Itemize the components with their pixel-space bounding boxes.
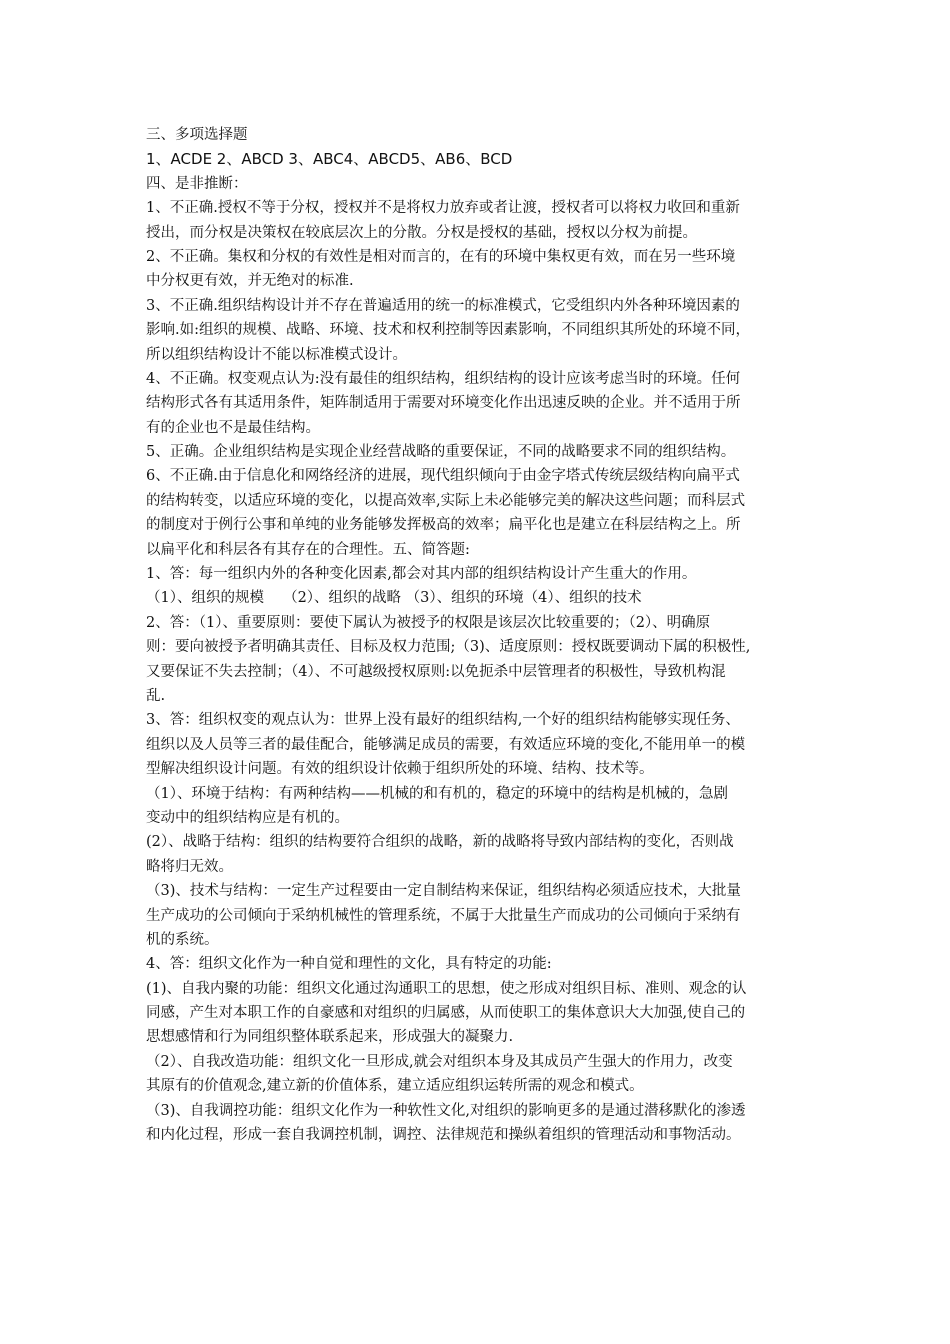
- text-line: （3)、技术与结构：一定生产过程要由一定自制结构来保证，组织结构必须适应技术，大批量: [146, 883, 741, 900]
- text-line: 6、不正确.由于信息化和网络经济的进展，现代组织倾向于由金字塔式传统层级结构向扁平式: [146, 468, 740, 485]
- text-line: 变动中的组织结构应是有机的。: [146, 809, 349, 826]
- text-line: 略将归无效。: [146, 858, 233, 875]
- text-line: （1）、环境于结构：有两种结构——机械的和有机的，稳定的环境中的结构是机械的，急剧: [146, 785, 728, 802]
- multiple-choice-answers: 1、ACDE 2、ABCD 3、ABC4、ABCD5、AB6、BCD: [146, 150, 513, 169]
- text-line: 又要保证不失去控制；（4）、不可越级授权原则:以免扼杀中层管理者的积极性，导致机构混: [146, 663, 726, 680]
- text-line: 3、答：组织权变的观点认为：世界上没有最好的组织结构,一个好的组织结构能够实现任务、: [146, 712, 740, 729]
- text-line: 组织以及人员等三者的最佳配合，能够满足成员的需要，有效适应环境的变化,不能用单一的模: [146, 736, 746, 753]
- text-line: 结构形式各有其适用条件，矩阵制适用于需要对环境变化作出迅速反映的企业。并不适用于所: [146, 395, 741, 412]
- text-line: （2）、自我改造功能：组织文化一旦形成,就会对组织本身及其成员产生强大的作用力，改变: [146, 1053, 733, 1070]
- text-line: 的结构转变，以适应环境的变化，以提高效率,实际上未必能够完美的解决这些问题；而科层式: [146, 492, 746, 509]
- section-heading-true-false: 四、是非推断：: [146, 175, 248, 192]
- text-line: 型解决组织设计问题。有效的组织设计依赖于组织所处的环境、结构、技术等。: [146, 761, 654, 778]
- text-line: 4、不正确。权变观点认为:没有最佳的组织结构，组织结构的设计应该考虑当时的环境。任何: [146, 370, 741, 387]
- text-line: 1、答：每一组织内外的各种变化因素,都会对其内部的组织结构设计产生重大的作用。: [146, 566, 697, 583]
- text-line: 和内化过程，形成一套自我调控机制，调控、法律规范和操纵着组织的管理活动和事物活动。: [146, 1127, 741, 1144]
- text-line: 同感，产生对本职工作的自豪感和对组织的归属感，从而使职工的集体意识大大加强,使自己的: [146, 1005, 746, 1022]
- document-body: [146, 123, 816, 1147]
- text-line: 2、答：（1）、重要原则：要使下属认为被授予的权限是该层次比较重要的；（2）、明确原: [146, 614, 711, 631]
- text-line: 生产成功的公司倾向于采纳机械性的管理系统，不属于大批量生产而成功的公司倾向于采纳有: [146, 907, 741, 924]
- text-line: 乱.: [146, 687, 166, 704]
- text-line: 所以组织结构设计不能以标准模式设计。: [146, 346, 407, 363]
- text-line: 有的企业也不是最佳结构。: [146, 419, 320, 436]
- text-line: （1）、组织的规模 （2）、组织的战略 （3）、组织的环境（4）、组织的技术: [146, 590, 642, 607]
- text-line: 中分权更有效，并无绝对的标准.: [146, 273, 354, 290]
- text-line: 4、答：组织文化作为一种自觉和理性的文化，具有特定的功能:: [146, 956, 552, 973]
- text-line: 以扁平化和科层各有其存在的合理性。五、简答题:: [146, 541, 470, 558]
- text-line: 思想感情和行为同组织整体联系起来，形成强大的凝聚力.: [146, 1029, 514, 1046]
- text-line: 影响.如:组织的规模、战略、环境、技术和权利控制等因素影响，不同组织其所处的环境不同，: [146, 322, 750, 339]
- text-line: （3)、自我调控功能：组织文化作为一种软性文化,对组织的影响更多的是通过潜移默化的渗透: [146, 1102, 746, 1119]
- text-line: 其原有的价值观念,建立新的价值体系，建立适应组织运转所需的观念和模式。: [146, 1078, 644, 1095]
- text-line: 机的系统。: [146, 931, 219, 948]
- text-line: 则：要向被授予者明确其责任、目标及权力范围;（3)、适度原则：授权既要调动下属的积极性,: [146, 639, 751, 656]
- text-line: 授出，而分权是决策权在较底层次上的分散。分权是授权的基础，授权以分权为前提。: [146, 224, 697, 241]
- text-line: 的制度对于例行公事和单纯的业务能够发挥极高的效率；扁平化也是建立在科层结构之上。所: [146, 517, 741, 534]
- text-line: 5、正确。企业组织结构是实现企业经营战略的重要保证，不同的战略要求不同的组织结构。: [146, 444, 736, 461]
- section-heading-multiple-choice: 三、多项选择题: [146, 127, 248, 143]
- text-line: 2、不正确。集权和分权的有效性是相对而言的，在有的环境中集权更有效，而在另一些环境: [146, 248, 736, 265]
- text-line: (2）、战略于结构：组织的结构要符合组织的战略，新的战略将导致内部结构的变化，否则战: [146, 834, 734, 851]
- text-line: (1)、自我内聚的功能：组织文化通过沟通职工的思想，使之形成对组织目标、准则、观念的认: [146, 980, 747, 997]
- text-line: 1、不正确.授权不等于分权，授权并不是将权力放弃或者让渡，授权者可以将权力收回和重新: [146, 200, 740, 217]
- text-line: 3、不正确.组织结构设计并不存在普遍适用的统一的标准模式，它受组织内外各种环境因素的: [146, 297, 740, 314]
